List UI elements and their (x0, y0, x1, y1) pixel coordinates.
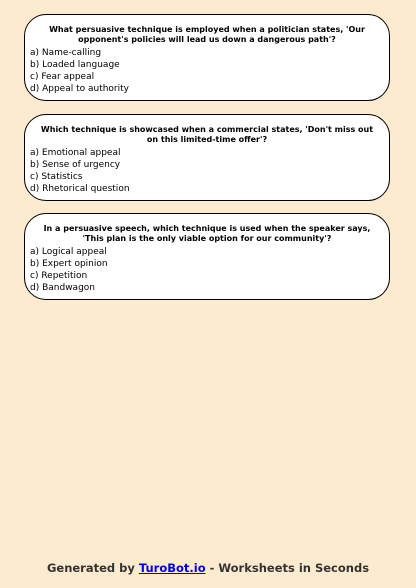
answer-options (30, 246, 108, 294)
footer-prefix: Generated by (46, 561, 139, 575)
question-card-3 (24, 213, 390, 300)
question-card-1 (24, 14, 390, 101)
answer-option-b: b) Loaded language (30, 60, 120, 70)
answer-options (30, 147, 130, 195)
answer-option-d: d) Bandwagon (30, 283, 95, 293)
question-text: Which technique is showcased when a commercial states, 'Don't miss out on this limited-time offer'? (40, 125, 374, 144)
answer-option-c: c) Statistics (30, 172, 83, 182)
answer-option-a: a) Logical appeal (30, 247, 107, 257)
answer-option-b: b) Expert opinion (30, 259, 108, 269)
footer (0, 561, 416, 575)
answer-option-a: a) Emotional appeal (30, 148, 121, 158)
question-text: What persuasive technique is employed when a politician states, 'Our opponent's policies will lead us down a dangerous path'? (49, 25, 365, 44)
footer-suffix: - Worksheets in Seconds (205, 561, 370, 575)
turobot-link[interactable]: TuroBot.io (138, 561, 206, 575)
answer-option-c: c) Repetition (30, 271, 88, 281)
answer-option-d: d) Rhetorical question (30, 184, 130, 194)
answer-option-a: a) Name-calling (30, 48, 102, 58)
answer-option-d: d) Appeal to authority (30, 84, 129, 94)
question-text: In a persuasive speech, which technique is used when the speaker says, 'This plan is the only viable option for our community'? (43, 224, 371, 243)
question-card-2 (24, 114, 390, 201)
answer-options (30, 47, 129, 95)
answer-option-b: b) Sense of urgency (30, 160, 121, 170)
answer-option-c: c) Fear appeal (30, 72, 95, 82)
